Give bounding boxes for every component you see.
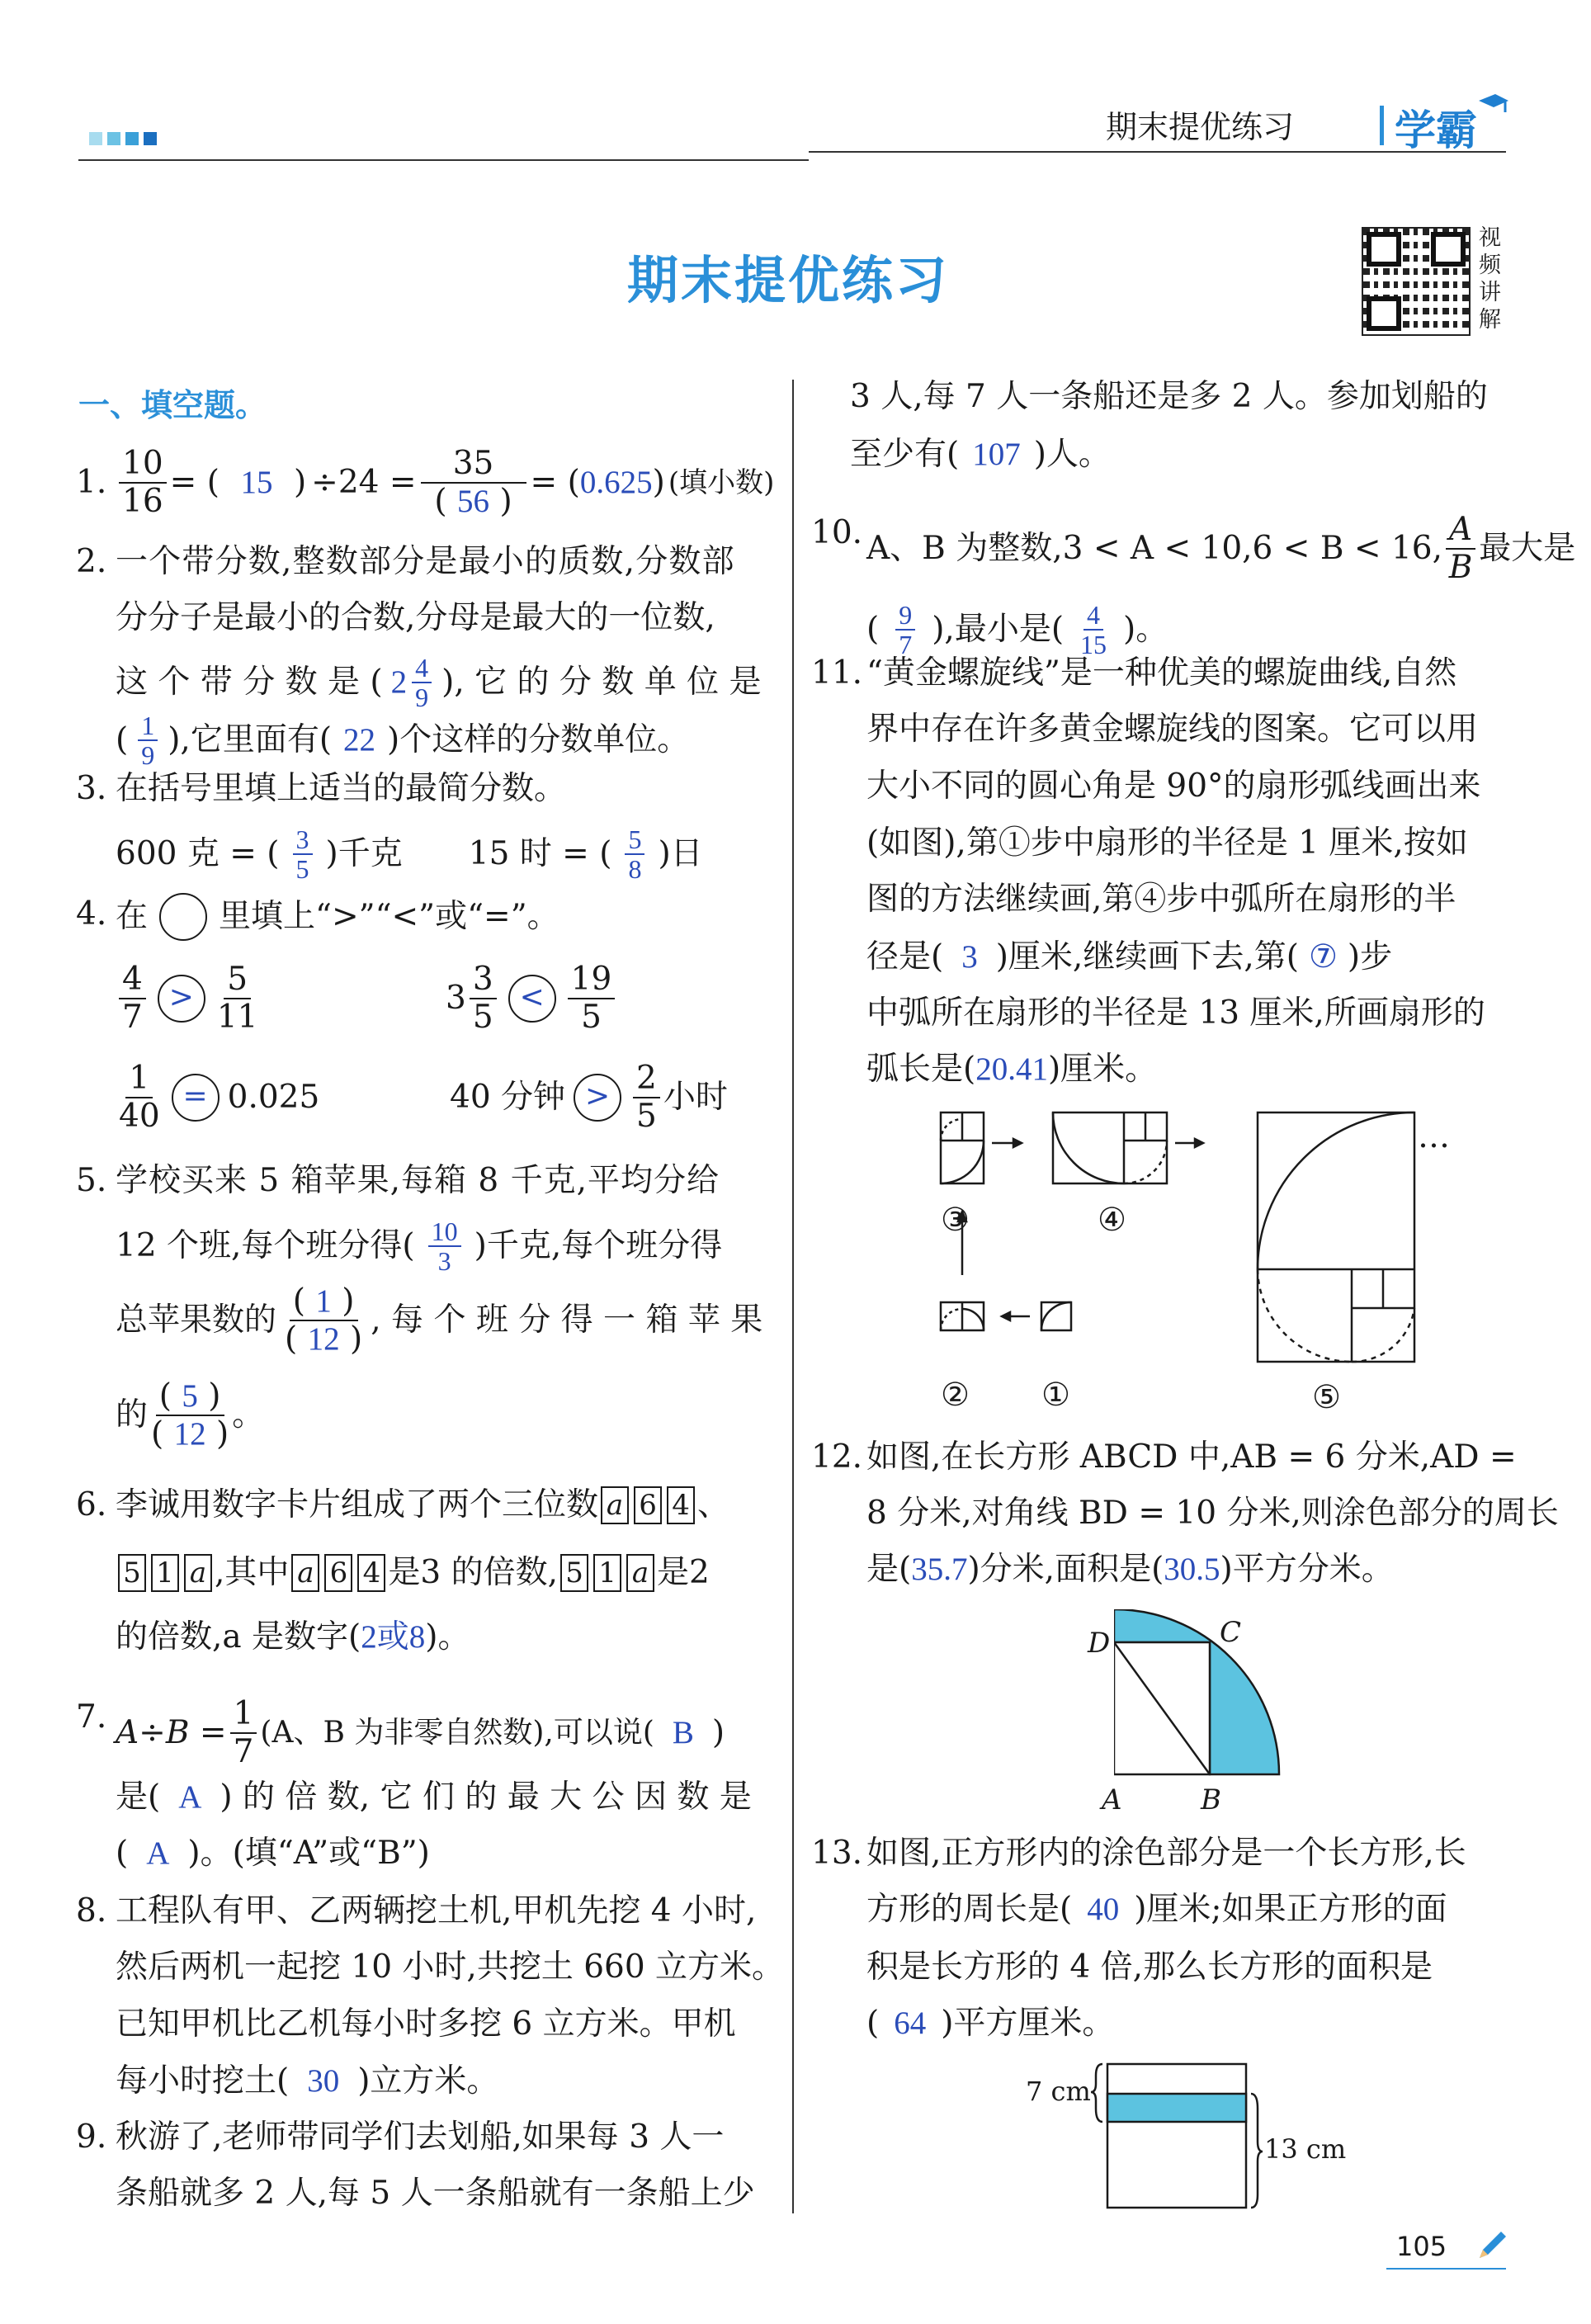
compare-row: [116, 961, 261, 1036]
question-11-line: 大小不同的圆心角是 90°的扇形弧线画出来: [866, 768, 1481, 805]
question-11-num: 11.: [811, 654, 863, 692]
compare-answer: >: [158, 975, 205, 1023]
question-5-line: 总苹果数的 $\frac{( 1 )}{( 12 )}$ , 每 个 班 分 得 一 箱 苹 果: [116, 1282, 763, 1358]
question-3-line: 在括号里填上适当的最简分数。: [116, 770, 567, 807]
question-6-num: 6.: [76, 1486, 107, 1523]
compare-row: $\frac{1}{40}$ = 0.025: [119, 1060, 320, 1135]
graduation-cap-icon: [1477, 89, 1510, 122]
digit-card: a: [184, 1554, 212, 1592]
spiral-step-1: [1041, 1302, 1071, 1330]
answer: 56: [457, 484, 490, 519]
question-11-line: “黄金螺旋线”是一种优美的螺旋曲线,自然: [866, 654, 1457, 692]
compare-answer: <: [508, 975, 556, 1023]
question-13-line: 方形的周长是( 40 )厘米;如果正方形的面: [866, 1891, 1447, 1928]
answer: 30: [307, 2063, 340, 2099]
question-13-line: 如图,正方形内的涂色部分是一个长方形,长: [866, 1835, 1466, 1872]
digit-card: 5: [118, 1554, 146, 1592]
step-label-2: ②: [941, 1377, 970, 1414]
fraction: $\frac{10}{16}$: [119, 446, 167, 520]
question-12-line: 如图,在长方形 ABCD 中,AB = 6 分米,AD =: [866, 1438, 1517, 1476]
fraction: $\frac{9}{7}$: [895, 601, 915, 659]
question-2-line: 一个带分数,整数部分是最小的质数,分数部: [116, 543, 735, 580]
vertex-label-D: D: [1088, 1627, 1111, 1660]
fraction: $\frac{5}{11}$: [216, 961, 258, 1036]
decor-square: [144, 132, 157, 145]
question-8-line: 然后两机一起挖 10 小时,共挖土 660 立方米。: [116, 1948, 785, 1986]
question-5-line: 的 $\frac{( 5 )}{( 12 )}$ 。: [116, 1377, 265, 1452]
fraction: $\frac{( 1 )}{( 12 )}$: [285, 1282, 363, 1358]
qr-finder: [1431, 232, 1466, 267]
answer: B: [672, 1715, 694, 1750]
step-label-4: ④: [1098, 1202, 1126, 1239]
question-11-line: 界中存在许多黄金螺旋线的图案。它可以用: [866, 711, 1479, 748]
answer: 40: [1087, 1892, 1120, 1927]
pencil-icon: [1473, 2228, 1509, 2265]
question-12-num: 12.: [811, 1438, 863, 1476]
question-11-line: 中弧所在扇形的半径是 13 厘米,所画扇形的: [866, 994, 1485, 1032]
question-9-num: 9.: [76, 2119, 107, 2156]
fraction: $\frac{3}{5}$: [470, 961, 497, 1036]
fraction: $\frac{19}{5}$: [568, 961, 616, 1036]
decor-square: [125, 132, 139, 145]
question-4-line: 在 里填上“>”“<”或“=”。: [116, 893, 559, 941]
question-12-line: 是(35.7)分米,面积是(30.5)平方分米。: [866, 1551, 1394, 1588]
digit-card: 6: [324, 1554, 352, 1592]
answer: 30.5: [1164, 1552, 1220, 1587]
question-8-line: 工程队有甲、乙两辆挖土机,甲机先挖 4 小时,: [116, 1892, 757, 1930]
digit-card: 6: [634, 1486, 662, 1524]
vertex-label-A: A: [1102, 1783, 1122, 1816]
question-2-line: 分分子是最小的合数,分母是最大的一位数,: [116, 599, 715, 636]
question-7-num: 7.: [76, 1698, 107, 1736]
question-10-num: 10.: [811, 514, 863, 551]
answer: 0.625: [579, 465, 653, 500]
question-11-line: 径是( 3 )厘米,继续画下去,第( ⑦ )步: [866, 936, 1392, 979]
compare-circle: [159, 893, 207, 941]
digit-card: 1: [151, 1554, 179, 1592]
question-13-line: ( 64 )平方厘米。: [866, 2005, 1115, 2042]
question-8-num: 8.: [76, 1892, 107, 1930]
question-4-num: 4.: [76, 895, 107, 933]
answer: A: [146, 1835, 170, 1871]
golden-spiral-figure: [924, 1098, 1469, 1428]
fraction: $\frac{A}{B}$: [1446, 512, 1475, 586]
compare-row: 3 $\frac{3}{5}$ < $\frac{19}{5}$: [446, 961, 618, 1036]
header-divider: [1380, 106, 1384, 145]
answer: 22: [343, 722, 376, 758]
question-5-num: 5.: [76, 1162, 107, 1199]
fraction: $\frac{3}{5}$: [293, 825, 313, 883]
question-3-line: 600 克 = ( $\frac{3}{5}$ )千克 15 时 = ( $\frac{5}{8}$ )日: [116, 824, 703, 884]
question-6-line: 的倍数,a 是数字(2或8)。: [116, 1618, 470, 1656]
question-10-line: A、B 为整数,3 < A < 10,6 < B < 16, $\frac{A}{B}$ 最大是: [866, 511, 1576, 586]
qr-finder: [1367, 296, 1401, 331]
answer: 20.41: [975, 1051, 1048, 1087]
question-9-line: 条船就多 2 人,每 5 人一条船就有一条船上少: [116, 2175, 755, 2212]
fraction: $\frac{10}{3}$: [428, 1217, 461, 1275]
rectangle-abcd-figure: [1114, 1609, 1296, 1791]
question-7-line: 是( A ) 的 倍 数, 它 们 的 最 大 公 因 数 是: [116, 1778, 752, 1816]
ellipsis: …: [1418, 1118, 1450, 1155]
digit-card: a: [291, 1554, 319, 1592]
brand-logo: 学霸: [1395, 106, 1477, 154]
vertex-label-C: C: [1220, 1616, 1242, 1649]
question-10-line: ( $\frac{9}{7}$ ),最小是( $\frac{4}{15}$ )。: [866, 600, 1168, 659]
section-title: 一、填空题。: [78, 387, 267, 423]
step-label-1: ①: [1041, 1377, 1070, 1414]
fraction: $\frac{2}{5}$: [633, 1060, 660, 1135]
question-5-line: 12 个班,每个班分得( $\frac{10}{3}$ )千克,每个班分得: [116, 1216, 723, 1276]
decor-square: [89, 132, 102, 145]
compare-answer: =: [172, 1074, 220, 1122]
fraction: $\frac{1}{7}$: [230, 1696, 257, 1770]
fraction: $\frac{5}{8}$: [625, 825, 644, 883]
answer: 2或8: [361, 1619, 426, 1655]
fraction: $\frac{( 5 )}{( 12 )}$: [151, 1377, 229, 1452]
qr-finder: [1367, 232, 1401, 267]
spiral-step-4: [1053, 1112, 1167, 1183]
question-2-line: 这 个 带 分 数 是 ( 2 $\frac{4}{9}$ ), 它 的 分 数 单 位 是: [116, 653, 762, 712]
question-8-line: 每小时挖土( 30 )立方米。: [116, 2062, 499, 2100]
question-1: 1. $\frac{10}{16}$ = ( 15 ) ÷24 = $\frac{35}{( 56 )}$ = ( 0.625 ) (填小数): [76, 445, 775, 520]
question-9-line: 3 人,每 7 人一条船还是多 2 人。参加划船的: [850, 378, 1488, 415]
compare-row: 40 分钟 > $\frac{2}{5}$ 小时: [450, 1060, 728, 1135]
question-6-line: 5 1 a ,其中 a 6 4 是3 的倍数, 5 1 a 是2: [116, 1552, 710, 1594]
answer: A: [178, 1779, 202, 1815]
column-divider: [792, 380, 794, 2213]
page-number: 105: [1396, 2231, 1447, 2262]
digit-card: a: [626, 1554, 654, 1592]
answer: 2: [390, 664, 408, 700]
fraction: $\frac{35}{( 56 )}$: [420, 446, 527, 520]
question-11-line: 图的方法继续画,第④步中弧所在扇形的半: [866, 881, 1456, 918]
question-8-line: 已知甲机比乙机每小时多挖 6 立方米。甲机: [116, 2005, 736, 2043]
question-13-line: 积是长方形的 4 倍,那么长方形的面积是: [866, 1948, 1433, 1986]
answer: 64: [894, 2005, 927, 2041]
digit-card: 1: [593, 1554, 621, 1592]
answer: 3: [961, 939, 978, 975]
step-label-3: ③: [941, 1202, 970, 1239]
fraction: $\frac{1}{40}$: [119, 1060, 160, 1135]
header-squares: [89, 132, 162, 149]
question-11-line: 弧长是(20.41)厘米。: [866, 1051, 1158, 1088]
question-7-line: ( A )。(填“A”或“B”): [116, 1835, 430, 1872]
answer: 15: [240, 465, 273, 500]
spiral-step-3: [941, 1112, 984, 1183]
compare-answer: >: [574, 1074, 621, 1122]
qr-label: 视 频 讲 解: [1479, 225, 1501, 333]
header-rule: [78, 159, 809, 161]
digit-card: 5: [560, 1554, 588, 1592]
spiral-step-5: [1258, 1112, 1414, 1362]
question-3-num: 3.: [76, 770, 107, 807]
dimension-label: 13 cm: [1264, 2133, 1347, 2165]
step-label-5: ⑤: [1312, 1379, 1341, 1416]
square-with-rectangle-figure: [1089, 2059, 1271, 2216]
fraction: $\frac{4}{7}$: [119, 961, 146, 1036]
vertex-label-B: B: [1201, 1783, 1221, 1816]
digit-card: 4: [357, 1554, 385, 1592]
digit-card: a: [601, 1486, 629, 1524]
dimension-label: 7 cm: [1026, 2076, 1091, 2107]
fraction: $\frac{4}{9}$: [412, 654, 432, 711]
question-9-line: 秋游了,老师带同学们去划船,如果每 3 人一: [116, 2119, 725, 2156]
decor-square: [107, 132, 120, 145]
header-title: 期末提优练习: [1106, 109, 1295, 145]
question-7-line: A÷B = $\frac{1}{7}$ (A、B 为非零自然数),可以说( B ): [116, 1695, 725, 1770]
question-5-line: 学校买来 5 箱苹果,每箱 8 千克,平均分给: [116, 1162, 720, 1199]
question-6-line: 李诚用数字卡片组成了两个三位数 a 6 4 、: [116, 1486, 730, 1523]
answer: ⑦: [1308, 939, 1338, 975]
digit-card: 4: [667, 1486, 695, 1524]
question-2-num: 2.: [76, 543, 107, 580]
fraction: $\frac{4}{15}$: [1080, 600, 1107, 659]
footer-rule: [1386, 2268, 1506, 2270]
answer: 107: [972, 437, 1021, 472]
spiral-step-2: [941, 1302, 984, 1330]
question-11-line: (如图),第①步中扇形的半径是 1 厘米,按如: [866, 824, 1468, 862]
question-13-num: 13.: [811, 1835, 863, 1872]
page-title: 期末提优练习: [627, 250, 950, 310]
question-2-line: ( $\frac{1}{9}$ ),它里面有( 22 )个这样的分数单位。: [116, 711, 690, 770]
fraction: $\frac{1}{9}$: [138, 711, 158, 769]
question-9-line: 至少有( 107 )人。: [850, 436, 1111, 473]
answer: 35.7: [911, 1552, 968, 1587]
qr-code[interactable]: [1362, 227, 1471, 336]
question-12-line: 8 分米,对角线 BD = 10 分米,则涂色部分的周长: [866, 1495, 1559, 1532]
